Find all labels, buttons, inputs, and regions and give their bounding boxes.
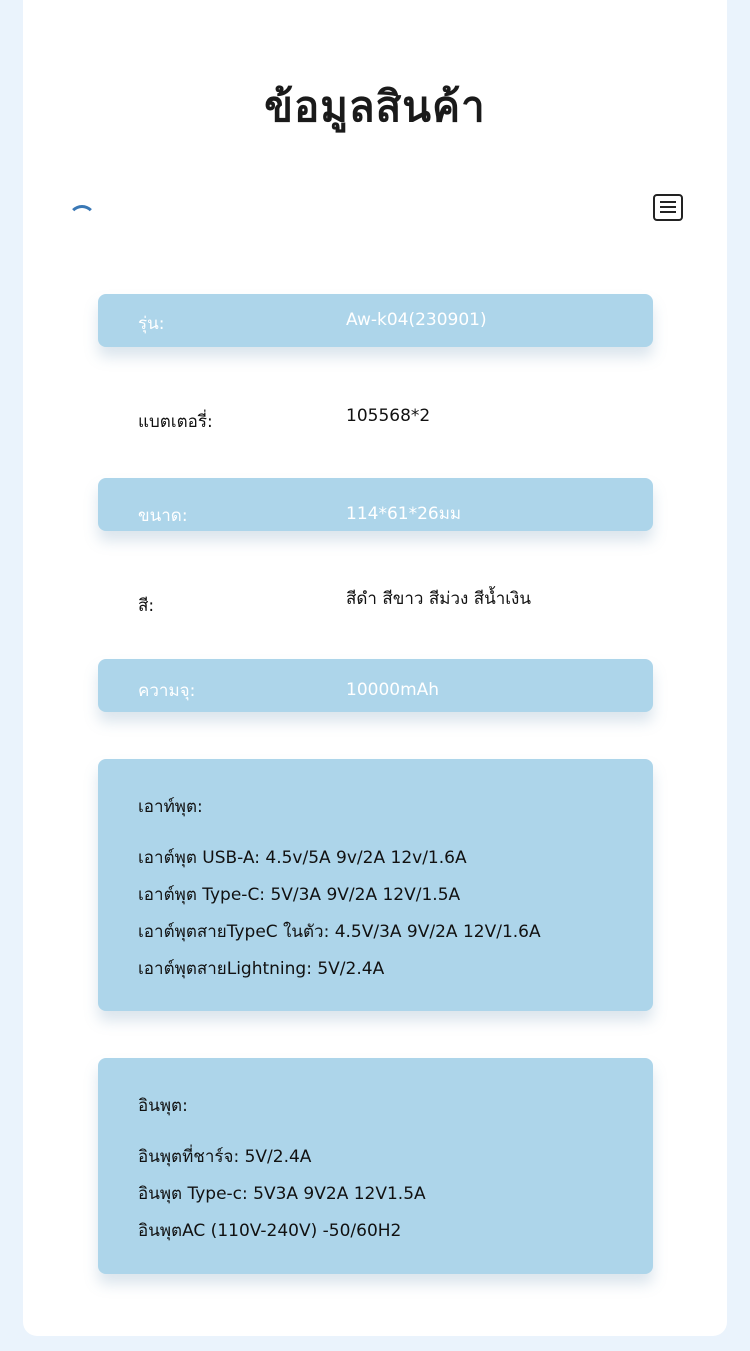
- input-heading: อินพุต:: [138, 1096, 188, 1116]
- output-line: เอาต์พุต USB-A: 4.5v/5A 9v/2A 12v/1.6A: [138, 848, 467, 868]
- document-menu-icon[interactable]: [653, 194, 683, 221]
- input-line: อินพุต Type-c: 5V3A 9V2A 12V1.5A: [138, 1184, 426, 1204]
- spec-label: แบตเตอรี่:: [138, 412, 213, 432]
- loading-spinner-icon: [68, 205, 96, 233]
- spec-row-capacity: [98, 659, 653, 712]
- spec-value: 10000mAh: [346, 680, 440, 700]
- output-line: เอาต์พุต Type-C: 5V/3A 9V/2A 12V/1.5A: [138, 885, 461, 905]
- spec-label: ขนาด:: [138, 506, 188, 526]
- output-heading: เอาท์พุต:: [138, 797, 203, 817]
- input-line: อินพุตAC (110V-240V) -50/60H2: [138, 1221, 402, 1241]
- spec-label: ความจุ:: [138, 681, 196, 701]
- spec-row-size: [98, 478, 653, 531]
- output-spec-box: [98, 759, 653, 1011]
- spec-row-color: [98, 570, 653, 630]
- spec-value: Aw-k04(230901): [346, 310, 487, 330]
- spec-label: รุ่น:: [138, 314, 165, 334]
- input-spec-box: [98, 1058, 653, 1274]
- input-line: อินพุตที่ชาร์จ: 5V/2.4A: [138, 1147, 312, 1167]
- output-line: เอาต์พุตสายLightning: 5V/2.4A: [138, 959, 385, 979]
- spec-value: 105568*2: [346, 406, 431, 426]
- spec-row-model: [98, 294, 653, 347]
- output-line: เอาต์พุตสายTypeC ในตัว: 4.5V/3A 9V/2A 12V/1.6A: [138, 922, 541, 942]
- spec-row-battery: [98, 388, 653, 448]
- spec-value: 114*61*26มม: [346, 504, 462, 524]
- page-title: ข้อมูลสินค้า: [264, 82, 486, 131]
- spec-label: สี:: [138, 596, 155, 616]
- spec-value: สีดำ สีขาว สีม่วง สีน้ำเงิน: [346, 589, 531, 609]
